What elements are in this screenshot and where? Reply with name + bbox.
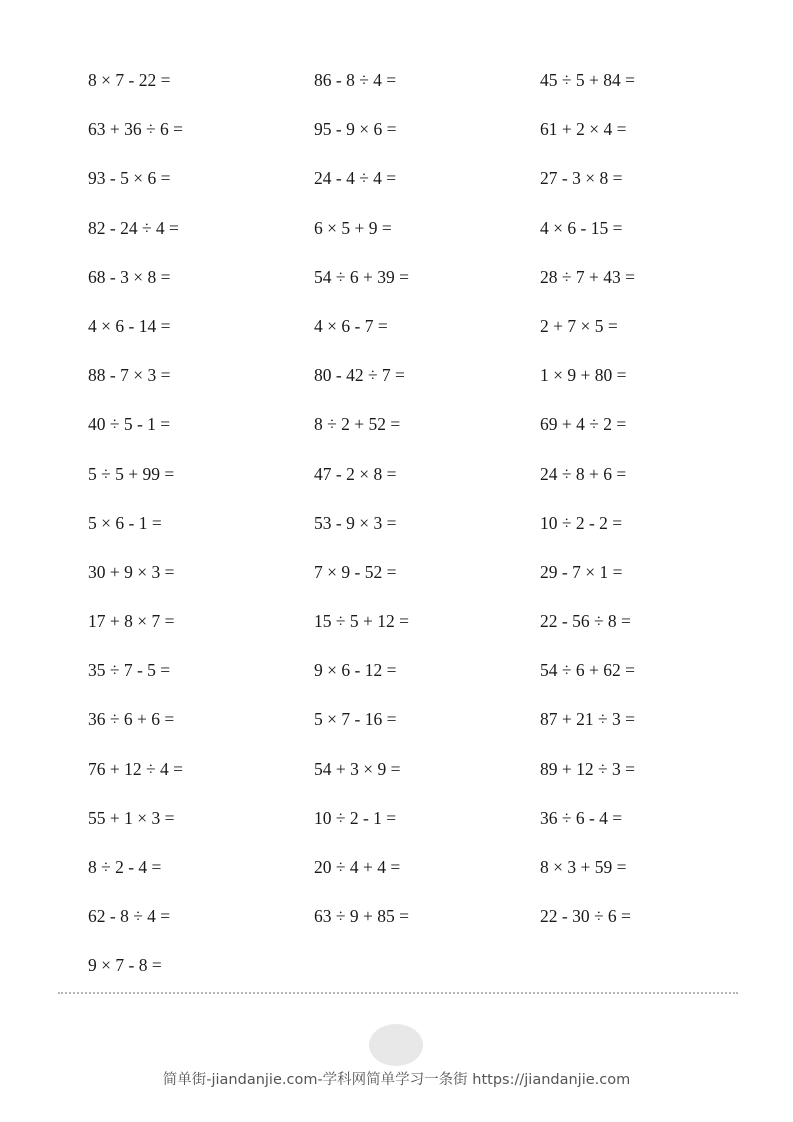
- arithmetic-problem: 47 - 2 × 8 =: [314, 463, 397, 484]
- arithmetic-problem: 8 × 3 + 59 =: [540, 857, 627, 877]
- dotted-divider: [58, 992, 738, 994]
- arithmetic-problem: 17 + 8 × 7 =: [88, 611, 175, 632]
- problem-column-2: [314, 66, 534, 951]
- arithmetic-problem: 10 ÷ 2 - 1 =: [314, 807, 397, 828]
- arithmetic-problem: 5 × 7 - 16 =: [314, 709, 397, 730]
- arithmetic-problem: 10 ÷ 2 - 2 =: [540, 512, 623, 533]
- arithmetic-problem: 1 × 9 + 80 =: [540, 365, 627, 386]
- arithmetic-problem: 36 ÷ 6 + 6 =: [88, 709, 175, 730]
- arithmetic-problem: 5 × 6 - 1 =: [88, 512, 162, 533]
- arithmetic-problem: 54 ÷ 6 + 39 =: [314, 266, 409, 287]
- arithmetic-problem: 88 - 7 × 3 =: [88, 365, 171, 386]
- arithmetic-problem: 22 - 30 ÷ 6 =: [540, 906, 631, 927]
- arithmetic-problem: 63 ÷ 9 + 85 =: [314, 906, 409, 927]
- arithmetic-problem: 54 + 3 × 9 =: [314, 758, 401, 779]
- arithmetic-problem: 9 × 7 - 8 =: [88, 955, 162, 976]
- page-number-badge: [369, 1024, 423, 1066]
- arithmetic-problem: 62 - 8 ÷ 4 =: [88, 906, 171, 927]
- arithmetic-problem: 53 - 9 × 3 =: [314, 512, 397, 533]
- arithmetic-problem: 89 + 12 ÷ 3 =: [540, 758, 635, 779]
- arithmetic-problem: 20 ÷ 4 + 4 =: [314, 857, 401, 877]
- arithmetic-problem: 63 + 36 ÷ 6 =: [88, 119, 183, 140]
- arithmetic-problem: 54 ÷ 6 + 62 =: [540, 660, 635, 681]
- arithmetic-problem: 82 - 24 ÷ 4 =: [88, 217, 179, 238]
- arithmetic-problem: 8 ÷ 2 - 4 =: [88, 857, 162, 877]
- arithmetic-problem: 4 × 6 - 7 =: [314, 315, 388, 336]
- arithmetic-problem: 8 × 7 - 22 =: [88, 70, 171, 90]
- problem-column-3: [540, 66, 760, 951]
- arithmetic-problem: 95 - 9 × 6 =: [314, 119, 397, 140]
- arithmetic-problem: 30 + 9 × 3 =: [88, 561, 175, 582]
- problem-column-1: [88, 66, 308, 1001]
- arithmetic-problem: 5 ÷ 5 + 99 =: [88, 463, 175, 484]
- footer-site-text: 简单街-jiandanjie.com-学科网简单学习一条街 https://jiandanjie.com: [162, 1072, 631, 1088]
- arithmetic-problem: 22 - 56 ÷ 8 =: [540, 611, 631, 632]
- arithmetic-problem: 4 × 6 - 14 =: [88, 315, 171, 336]
- arithmetic-problem: 93 - 5 × 6 =: [88, 168, 171, 189]
- arithmetic-problem: 80 - 42 ÷ 7 =: [314, 365, 405, 386]
- arithmetic-problem: 76 + 12 ÷ 4 =: [88, 758, 183, 779]
- arithmetic-problem: 7 × 9 - 52 =: [314, 561, 397, 582]
- arithmetic-problem: 35 ÷ 7 - 5 =: [88, 660, 171, 681]
- arithmetic-problem: 24 ÷ 8 + 6 =: [540, 463, 627, 484]
- arithmetic-problem: 69 + 4 ÷ 2 =: [540, 414, 627, 435]
- arithmetic-problem: 45 ÷ 5 + 84 =: [540, 70, 635, 90]
- arithmetic-problem: 4 × 6 - 15 =: [540, 217, 623, 238]
- arithmetic-problem: 40 ÷ 5 - 1 =: [88, 414, 171, 435]
- arithmetic-problem: 2 + 7 × 5 =: [540, 315, 618, 336]
- arithmetic-problem: 29 - 7 × 1 =: [540, 561, 623, 582]
- arithmetic-problem: 27 - 3 × 8 =: [540, 168, 623, 189]
- arithmetic-problem: 86 - 8 ÷ 4 =: [314, 70, 397, 90]
- arithmetic-problem: 36 ÷ 6 - 4 =: [540, 807, 623, 828]
- arithmetic-problem: 28 ÷ 7 + 43 =: [540, 266, 635, 287]
- arithmetic-problem: 6 × 5 + 9 =: [314, 217, 392, 238]
- arithmetic-problem: 24 - 4 ÷ 4 =: [314, 168, 397, 189]
- arithmetic-problem: 87 + 21 ÷ 3 =: [540, 709, 635, 730]
- arithmetic-problem: 9 × 6 - 12 =: [314, 660, 397, 681]
- arithmetic-problem: 55 + 1 × 3 =: [88, 807, 175, 828]
- arithmetic-problem: 61 + 2 × 4 =: [540, 119, 627, 140]
- arithmetic-problem: 15 ÷ 5 + 12 =: [314, 611, 409, 632]
- arithmetic-problem: 8 ÷ 2 + 52 =: [314, 414, 401, 435]
- arithmetic-problem: 68 - 3 × 8 =: [88, 266, 171, 287]
